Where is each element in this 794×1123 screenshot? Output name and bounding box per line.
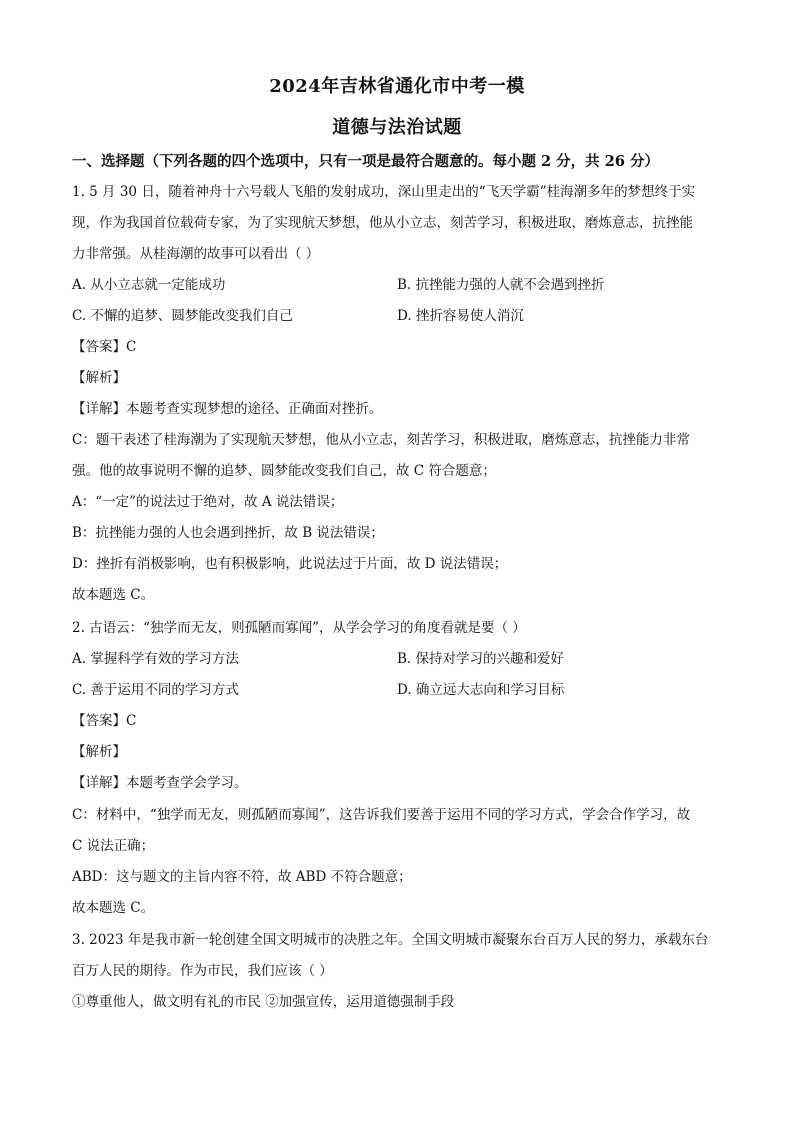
q2-option-d: D. 确立远大志向和学习目标	[397, 682, 565, 698]
q3-stem-line-3: ①尊重他人，做文明有礼的市民 ②加强宣传，运用道德强制手段	[72, 994, 455, 1010]
q2-answer: 【答案】C	[72, 713, 137, 729]
q1-detail-line-2: C：题干表述了桂海潮为了实现航天梦想，他从小立志，刻苦学习，积极进取，磨炼意志，抗挫能力非常	[72, 432, 690, 448]
q1-detail-line-6: D：挫折有消极影响，也有积极影响，此说法过于片面，故 D 说法错误；	[72, 556, 508, 572]
q1-stem-line-1: 1. 5 月 30 日，随着神舟十六号载人飞船的发射成功，深山里走出的“飞天学霸”桂海潮多年的梦想终于实	[72, 184, 696, 200]
q3-stem-line-1: 3. 2023 年是我市新一轮创建全国文明城市的决胜之年。全国文明城市凝聚东台百万人民的努力，承载东台	[72, 932, 709, 948]
q1-detail-line-3: 强。他的故事说明不懈的追梦、圆梦能改变我们自己，故 C 符合题意；	[72, 463, 496, 479]
q2-analysis-label: 【解析】	[72, 744, 126, 760]
q2-option-a: A. 掌握科学有效的学习方法	[72, 651, 239, 667]
q1-option-d: D. 挫折容易使人消沉	[397, 308, 524, 324]
q1-detail-line-4: A：“一定”的说法过于绝对，故 A 说法错误；	[72, 494, 344, 510]
q1-answer: 【答案】C	[72, 339, 137, 355]
q2-option-b: B. 保持对学习的兴趣和爱好	[397, 651, 565, 667]
q1-detail-line-1: 【详解】本题考查实现梦想的途径、正确面对挫折。	[72, 401, 383, 417]
q1-stem-line-2: 现，作为我国首位载荷专家，为了实现航天梦想，他从小立志，刻苦学习，积极进取，磨炼意志，抗挫能	[72, 215, 693, 231]
q2-detail-line-1: 【详解】本题考查学会学习。	[72, 775, 248, 791]
document-subtitle: 道德与法治试题	[332, 117, 462, 138]
q1-stem-line-3: 力非常强。从桂海潮的故事可以看出（ ）	[72, 246, 320, 262]
q3-stem-line-2: 百万人民的期待。作为市民，我们应该（ ）	[72, 963, 333, 979]
q2-detail-line-2: C：材料中，“独学而无友，则孤陋而寡闻”，这告诉我们要善于运用不同的学习方式，学会合作学习，故	[72, 807, 691, 823]
q1-detail-line-7: 故本题选 C。	[72, 587, 155, 603]
q1-option-c: C. 不懈的追梦、圆梦能改变我们自己	[72, 308, 293, 324]
q1-detail-line-5: B：抗挫能力强的人也会遇到挫折，故 B 说法错误；	[72, 525, 384, 541]
q2-detail-line-4: ABD：这与题文的主旨内容不符，故 ABD 不符合题意；	[72, 869, 412, 885]
q2-detail-line-5: 故本题选 C。	[72, 900, 155, 916]
q1-option-b: B. 抗挫能力强的人就不会遇到挫折	[397, 277, 605, 293]
q2-detail-line-3: C 说法正确；	[72, 838, 155, 854]
q1-option-a: A. 从小立志就一定能成功	[72, 277, 226, 293]
section-heading: 一、选择题（下列各题的四个选项中，只有一项是最符合题意的。每小题 2 分，共 26 分）	[72, 153, 659, 170]
q1-analysis-label: 【解析】	[72, 370, 126, 386]
document-title: 2024年吉林省通化市中考一模	[269, 76, 525, 97]
q2-stem-line-1: 2. 古语云：“独学而无友，则孤陋而寡闻”，从学会学习的角度看就是要（ ）	[72, 620, 526, 636]
q2-option-c: C. 善于运用不同的学习方式	[72, 682, 239, 698]
